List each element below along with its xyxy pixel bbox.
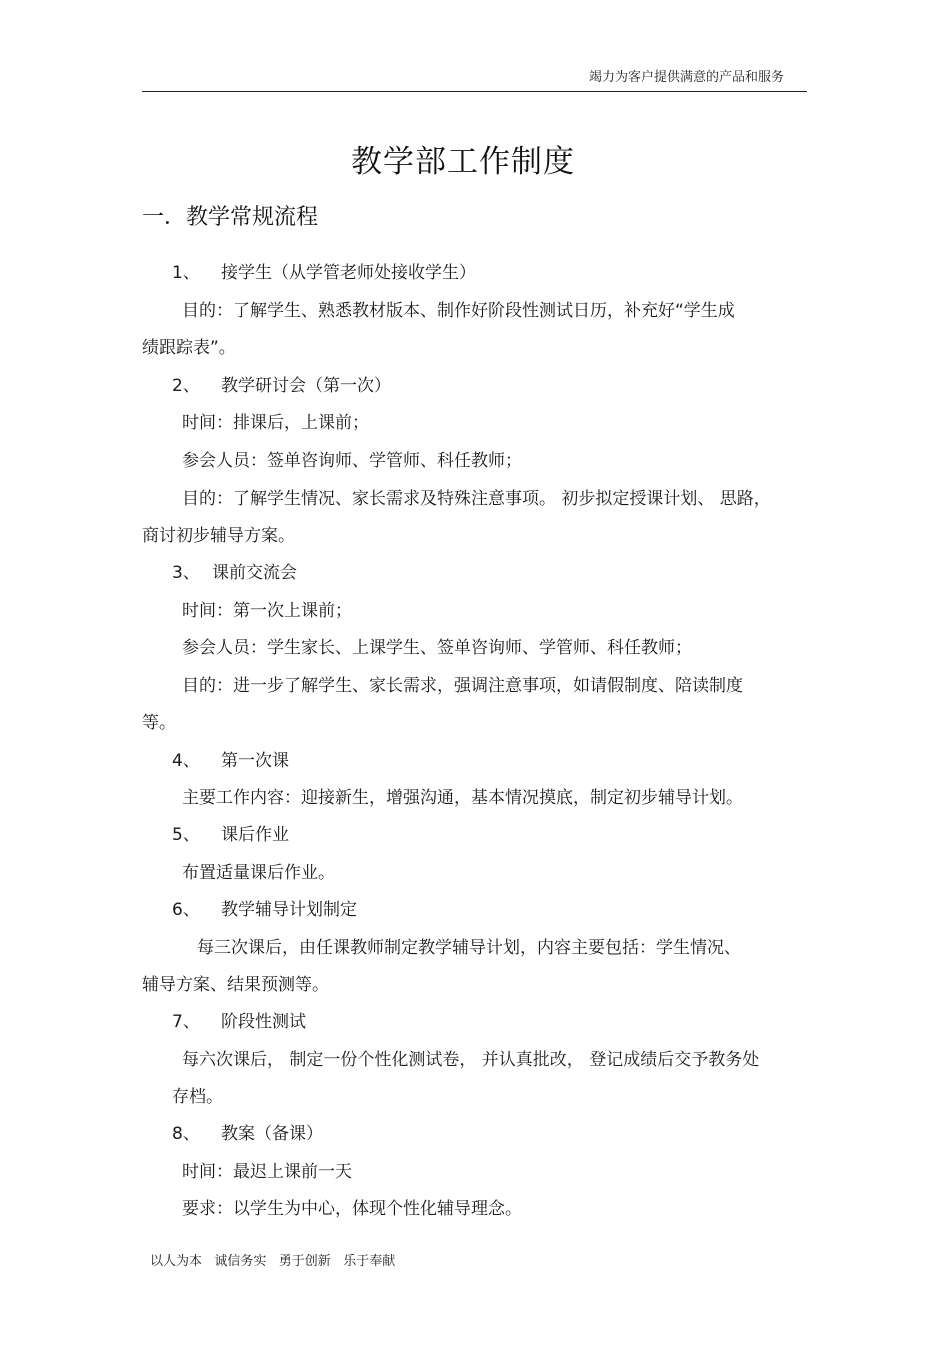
item-line: 等。 (142, 713, 176, 733)
item-line: 时间：最迟上课前一天 (182, 1162, 352, 1182)
item-title: 教学辅导计划制定 (221, 900, 357, 920)
item-line: 参会人员：签单咨询师、学管师、科任教师； (182, 451, 522, 471)
item-heading (172, 898, 357, 922)
item-line: 目的：了解学生、熟悉教材版本、制作好阶段性测试日历，补充好“学生成 (182, 301, 735, 321)
item-heading (172, 374, 391, 398)
item-title: 课后作业 (221, 825, 289, 845)
item-line: 布置适量课后作业。 (182, 863, 335, 883)
item-title: 接学生（从学管老师处接收学生） (221, 263, 476, 283)
item-heading (172, 823, 289, 847)
item-line: 要求：以学生为中心，体现个性化辅导理念。 (182, 1199, 522, 1219)
item-number: 7、 (172, 1012, 200, 1032)
item-number: 4、 (172, 751, 200, 771)
item-title: 第一次课 (221, 751, 289, 771)
item-heading (172, 749, 289, 773)
item-line: 时间：排课后，上课前； (182, 413, 369, 433)
footer-motto: 以人为本 诚信务实 勇于创新 乐于奉献 (150, 1254, 396, 1269)
item-title: 教学研讨会（第一次） (221, 376, 391, 396)
item-number: 5、 (172, 825, 200, 845)
item-line: 存档。 (172, 1087, 223, 1107)
item-line: 每三次课后，由任课教师制定教学辅导计划，内容主要包括：学生情况、 (197, 938, 741, 958)
item-heading (172, 561, 297, 585)
item-line: 目的：进一步了解学生、家长需求，强调注意事项，如请假制度、陪读制度 (182, 676, 743, 696)
item-number: 8、 (172, 1124, 200, 1144)
item-title: 阶段性测试 (221, 1012, 306, 1032)
document-title: 教学部工作制度 (351, 144, 575, 180)
item-line: 时间：第一次上课前； (182, 601, 352, 621)
item-number: 1、 (172, 263, 200, 283)
item-number: 6、 (172, 900, 200, 920)
header-slogan: 竭力为客户提供满意的产品和服务 (588, 70, 784, 85)
item-line: 主要工作内容：迎接新生，增强沟通，基本情况摸底，制定初步辅导计划。 (182, 788, 743, 808)
item-title: 课前交流会 (212, 563, 297, 583)
item-line: 每六次课后， 制定一份个性化测试卷， 并认真批改， 登记成绩后交予教务处 (182, 1050, 760, 1070)
item-number: 3、 (172, 563, 200, 583)
item-number: 2、 (172, 376, 200, 396)
item-heading (172, 1010, 306, 1034)
section-heading: 一．教学常规流程 (142, 205, 319, 230)
item-title: 教案（备课） (221, 1124, 323, 1144)
header-divider (142, 91, 807, 92)
item-line: 参会人员：学生家长、上课学生、签单咨询师、学管师、科任教师； (182, 638, 692, 658)
item-heading (172, 261, 476, 285)
item-line: 商讨初步辅导方案。 (142, 526, 295, 546)
item-heading (172, 1122, 323, 1146)
item-line: 绩跟踪表”。 (142, 338, 236, 358)
item-line: 辅导方案、结果预测等。 (142, 975, 329, 995)
item-line: 目的：了解学生情况、家长需求及特殊注意事项。 初步拟定授课计划、 思路， (182, 489, 771, 509)
